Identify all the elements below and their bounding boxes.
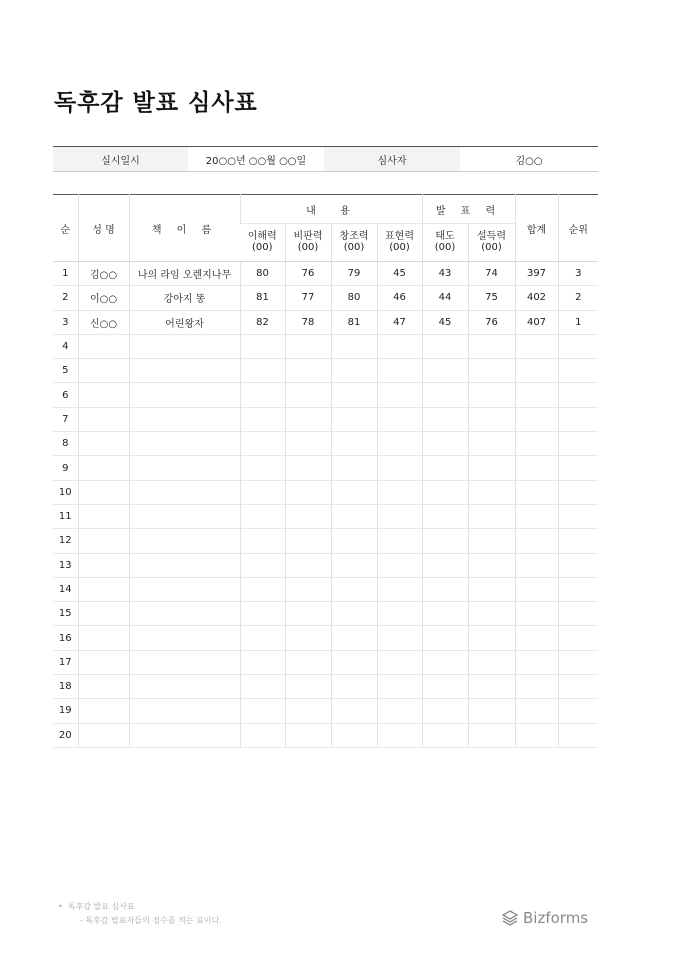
cell-score xyxy=(422,577,468,601)
cell-score xyxy=(331,626,377,650)
subheader-unit-3: (00) xyxy=(377,242,422,262)
cell-score xyxy=(422,723,468,747)
cell-rank xyxy=(558,334,598,358)
cell-no: 14 xyxy=(53,577,78,601)
cell-score xyxy=(468,577,515,601)
table-row xyxy=(53,675,598,699)
cell-score xyxy=(285,504,331,528)
cell-total xyxy=(515,432,558,456)
cell-book xyxy=(129,699,240,723)
cell-total xyxy=(515,504,558,528)
cell-score xyxy=(377,504,422,528)
date-value: 20○○년 ○○월 ○○일 xyxy=(205,155,307,167)
cell-score xyxy=(285,650,331,674)
cell-score xyxy=(377,723,422,747)
cell-score xyxy=(468,723,515,747)
table-row xyxy=(53,650,598,674)
cell-score xyxy=(377,334,422,358)
cell-score xyxy=(468,480,515,504)
info-bar xyxy=(53,146,598,172)
cell-score xyxy=(285,359,331,383)
cell-score xyxy=(240,602,285,626)
cell-score xyxy=(377,553,422,577)
cell-score xyxy=(377,602,422,626)
subheader-4: 태도 xyxy=(422,224,468,243)
table-row xyxy=(53,480,598,504)
cell-score xyxy=(240,577,285,601)
score-table xyxy=(53,194,598,748)
header-presentation-group: 발 표 력 xyxy=(422,195,515,224)
cell-name xyxy=(78,602,129,626)
table-row xyxy=(53,577,598,601)
cell-score xyxy=(285,553,331,577)
cell-score: 47 xyxy=(377,310,422,334)
cell-name xyxy=(78,407,129,431)
cell-score xyxy=(468,602,515,626)
cell-rank xyxy=(558,480,598,504)
cell-score xyxy=(285,480,331,504)
cell-no: 19 xyxy=(53,699,78,723)
cell-rank xyxy=(558,456,598,480)
cell-book: 강아지 똥 xyxy=(129,286,240,310)
cell-book xyxy=(129,602,240,626)
cell-no: 20 xyxy=(53,723,78,747)
cell-score xyxy=(422,359,468,383)
cell-score xyxy=(285,334,331,358)
table-row xyxy=(53,407,598,431)
cell-no: 18 xyxy=(53,675,78,699)
cell-score xyxy=(422,432,468,456)
cell-score xyxy=(240,456,285,480)
cell-score: 79 xyxy=(331,262,377,286)
cell-score xyxy=(377,675,422,699)
cell-score xyxy=(285,529,331,553)
cell-rank xyxy=(558,577,598,601)
table-row xyxy=(53,553,598,577)
logo-text: Bizforms xyxy=(523,909,589,927)
cell-total: 402 xyxy=(515,286,558,310)
cell-score: 76 xyxy=(468,310,515,334)
subheader-1: 비판력 xyxy=(285,224,331,243)
cell-score xyxy=(468,359,515,383)
cell-total: 407 xyxy=(515,310,558,334)
cell-score xyxy=(331,675,377,699)
cell-rank xyxy=(558,432,598,456)
cell-score xyxy=(422,626,468,650)
cell-score xyxy=(468,334,515,358)
cell-no: 7 xyxy=(53,407,78,431)
cell-score xyxy=(331,383,377,407)
cell-total xyxy=(515,626,558,650)
cell-score xyxy=(240,650,285,674)
cell-total xyxy=(515,577,558,601)
cell-score xyxy=(377,456,422,480)
cell-score xyxy=(331,359,377,383)
cell-total xyxy=(515,650,558,674)
table-row xyxy=(53,723,598,747)
cell-no: 15 xyxy=(53,602,78,626)
cell-rank xyxy=(558,723,598,747)
cell-score xyxy=(377,650,422,674)
cell-score xyxy=(240,383,285,407)
cell-score xyxy=(285,577,331,601)
cell-name xyxy=(78,529,129,553)
cell-rank xyxy=(558,407,598,431)
table-row xyxy=(53,359,598,383)
cell-total: 397 xyxy=(515,262,558,286)
cell-no: 3 xyxy=(53,310,78,334)
cell-name xyxy=(78,383,129,407)
cell-score xyxy=(331,504,377,528)
cell-name xyxy=(78,650,129,674)
cell-no: 2 xyxy=(53,286,78,310)
cell-score xyxy=(240,407,285,431)
stacked-layers-icon xyxy=(501,909,519,927)
subheader-0: 이해력 xyxy=(240,224,285,243)
cell-score xyxy=(422,602,468,626)
cell-score xyxy=(468,675,515,699)
cell-book: 어린왕자 xyxy=(129,310,240,334)
cell-book xyxy=(129,480,240,504)
judge-label: 심사자 xyxy=(324,147,460,171)
cell-no: 13 xyxy=(53,553,78,577)
cell-book xyxy=(129,456,240,480)
cell-score xyxy=(468,407,515,431)
header-name: 성 명 xyxy=(78,195,129,262)
header-rank: 순위 xyxy=(558,195,598,262)
cell-score xyxy=(240,480,285,504)
cell-book xyxy=(129,626,240,650)
cell-score xyxy=(240,699,285,723)
cell-score xyxy=(377,699,422,723)
cell-total xyxy=(515,383,558,407)
table-row xyxy=(53,286,598,310)
cell-no: 6 xyxy=(53,383,78,407)
cell-name: 김○○ xyxy=(78,262,129,286)
cell-score xyxy=(285,456,331,480)
cell-book xyxy=(129,577,240,601)
table-row xyxy=(53,529,598,553)
cell-score xyxy=(240,675,285,699)
cell-score xyxy=(240,432,285,456)
cell-score: 45 xyxy=(422,310,468,334)
cell-score xyxy=(240,359,285,383)
cell-total xyxy=(515,723,558,747)
cell-name: 이○○ xyxy=(78,286,129,310)
cell-book xyxy=(129,407,240,431)
table-row xyxy=(53,602,598,626)
cell-book xyxy=(129,359,240,383)
bizforms-logo xyxy=(501,909,588,927)
cell-total xyxy=(515,334,558,358)
cell-book xyxy=(129,553,240,577)
cell-no: 12 xyxy=(53,529,78,553)
cell-score xyxy=(422,529,468,553)
cell-score xyxy=(240,553,285,577)
table-row xyxy=(53,383,598,407)
subheader-unit-4: (00) xyxy=(422,242,468,262)
cell-book xyxy=(129,504,240,528)
cell-rank xyxy=(558,504,598,528)
cell-book xyxy=(129,334,240,358)
cell-no: 8 xyxy=(53,432,78,456)
cell-name xyxy=(78,675,129,699)
cell-score: 45 xyxy=(377,262,422,286)
footer-note xyxy=(58,900,222,928)
page-title: 독후감 발표 심사표 xyxy=(54,90,258,116)
cell-rank xyxy=(558,699,598,723)
cell-score xyxy=(331,577,377,601)
subheader-3: 표현력 xyxy=(377,224,422,243)
cell-no: 4 xyxy=(53,334,78,358)
table-row xyxy=(53,262,598,286)
cell-book xyxy=(129,675,240,699)
cell-score xyxy=(331,699,377,723)
header-content-group: 내 용 xyxy=(240,195,422,224)
cell-name xyxy=(78,626,129,650)
cell-score xyxy=(285,432,331,456)
cell-score: 81 xyxy=(331,310,377,334)
cell-score: 75 xyxy=(468,286,515,310)
cell-score: 44 xyxy=(422,286,468,310)
cell-score xyxy=(331,432,377,456)
cell-score: 74 xyxy=(468,262,515,286)
subheader-5: 설득력 xyxy=(468,224,515,243)
footer-line-1: • 독후감 발표 심사표 xyxy=(58,902,135,911)
cell-score xyxy=(468,529,515,553)
cell-total xyxy=(515,359,558,383)
cell-score xyxy=(468,456,515,480)
cell-score: 82 xyxy=(240,310,285,334)
cell-book xyxy=(129,383,240,407)
cell-score xyxy=(422,383,468,407)
cell-score xyxy=(422,504,468,528)
cell-rank xyxy=(558,602,598,626)
cell-score xyxy=(468,626,515,650)
table-row xyxy=(53,334,598,358)
cell-score: 77 xyxy=(285,286,331,310)
cell-name xyxy=(78,577,129,601)
cell-rank: 3 xyxy=(558,262,598,286)
cell-score xyxy=(422,480,468,504)
cell-score xyxy=(240,504,285,528)
table-row xyxy=(53,310,598,334)
cell-score xyxy=(377,432,422,456)
cell-no: 17 xyxy=(53,650,78,674)
cell-score: 46 xyxy=(377,286,422,310)
cell-name: 신○○ xyxy=(78,310,129,334)
cell-score: 81 xyxy=(240,286,285,310)
table-row xyxy=(53,504,598,528)
cell-rank xyxy=(558,675,598,699)
cell-score xyxy=(422,699,468,723)
cell-name xyxy=(78,723,129,747)
cell-no: 10 xyxy=(53,480,78,504)
table-row xyxy=(53,626,598,650)
cell-no: 9 xyxy=(53,456,78,480)
cell-score xyxy=(240,723,285,747)
subheader-unit-5: (00) xyxy=(468,242,515,262)
cell-score xyxy=(468,650,515,674)
cell-score xyxy=(377,359,422,383)
cell-rank: 1 xyxy=(558,310,598,334)
cell-score xyxy=(285,407,331,431)
cell-score xyxy=(468,383,515,407)
cell-score xyxy=(331,602,377,626)
judge-value: 김○○ xyxy=(515,155,543,167)
cell-score xyxy=(285,723,331,747)
cell-rank: 2 xyxy=(558,286,598,310)
cell-no: 16 xyxy=(53,626,78,650)
cell-name xyxy=(78,334,129,358)
cell-score xyxy=(377,529,422,553)
cell-score xyxy=(285,699,331,723)
cell-total xyxy=(515,553,558,577)
cell-rank xyxy=(558,359,598,383)
table-row xyxy=(53,432,598,456)
cell-score xyxy=(468,504,515,528)
cell-score xyxy=(422,456,468,480)
cell-no: 5 xyxy=(53,359,78,383)
cell-score xyxy=(285,383,331,407)
cell-book xyxy=(129,529,240,553)
cell-score: 80 xyxy=(331,286,377,310)
cell-score xyxy=(377,480,422,504)
subheader-unit-2: (00) xyxy=(331,242,377,262)
cell-score: 43 xyxy=(422,262,468,286)
cell-score xyxy=(422,650,468,674)
cell-total xyxy=(515,407,558,431)
cell-score xyxy=(422,334,468,358)
cell-name xyxy=(78,432,129,456)
cell-score xyxy=(285,675,331,699)
cell-score xyxy=(285,626,331,650)
cell-name xyxy=(78,553,129,577)
cell-score: 76 xyxy=(285,262,331,286)
cell-score xyxy=(331,650,377,674)
cell-rank xyxy=(558,529,598,553)
cell-rank xyxy=(558,650,598,674)
cell-score xyxy=(285,602,331,626)
cell-book xyxy=(129,723,240,747)
cell-rank xyxy=(558,626,598,650)
cell-score xyxy=(377,626,422,650)
table-row xyxy=(53,456,598,480)
cell-score xyxy=(331,456,377,480)
cell-total xyxy=(515,456,558,480)
cell-score xyxy=(468,699,515,723)
cell-score: 80 xyxy=(240,262,285,286)
cell-rank xyxy=(558,553,598,577)
cell-score xyxy=(331,553,377,577)
cell-score: 78 xyxy=(285,310,331,334)
cell-rank xyxy=(558,383,598,407)
cell-book xyxy=(129,432,240,456)
cell-score xyxy=(377,577,422,601)
cell-score xyxy=(331,334,377,358)
cell-book xyxy=(129,650,240,674)
cell-no: 11 xyxy=(53,504,78,528)
cell-no: 1 xyxy=(53,262,78,286)
cell-total xyxy=(515,699,558,723)
cell-score xyxy=(331,480,377,504)
cell-score xyxy=(377,383,422,407)
date-label: 실시일시 xyxy=(53,147,188,171)
cell-score xyxy=(422,407,468,431)
header-total: 합계 xyxy=(515,195,558,262)
cell-name xyxy=(78,504,129,528)
subheader-unit-1: (00) xyxy=(285,242,331,262)
subheader-2: 창조력 xyxy=(331,224,377,243)
cell-score xyxy=(240,334,285,358)
cell-score xyxy=(422,553,468,577)
cell-score xyxy=(468,553,515,577)
cell-total xyxy=(515,480,558,504)
cell-total xyxy=(515,675,558,699)
cell-score xyxy=(240,529,285,553)
cell-score xyxy=(422,675,468,699)
cell-score xyxy=(468,432,515,456)
cell-score xyxy=(331,529,377,553)
cell-score xyxy=(331,407,377,431)
cell-name xyxy=(78,699,129,723)
header-book: 책 이 름 xyxy=(129,195,240,262)
cell-score xyxy=(240,626,285,650)
cell-total xyxy=(515,602,558,626)
subheader-unit-0: (00) xyxy=(240,242,285,262)
cell-book: 나의 라임 오렌지나무 xyxy=(129,262,240,286)
cell-name xyxy=(78,456,129,480)
header-no: 순 xyxy=(53,195,78,262)
table-row xyxy=(53,699,598,723)
cell-name xyxy=(78,480,129,504)
cell-total xyxy=(515,529,558,553)
cell-score xyxy=(377,407,422,431)
footer-line-2: - 독후감 발표자들의 점수를 적는 표이다. xyxy=(80,916,222,925)
cell-name xyxy=(78,359,129,383)
cell-score xyxy=(331,723,377,747)
